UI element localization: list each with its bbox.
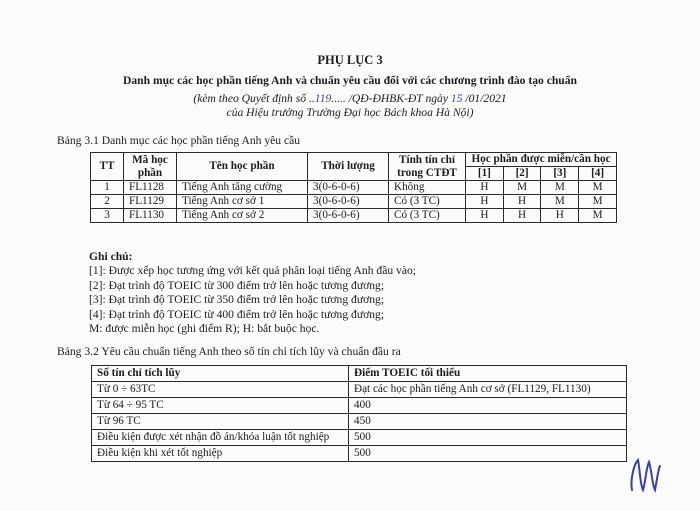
cell-col3: H xyxy=(541,209,579,223)
decision-number: 119 xyxy=(314,92,332,105)
page-title: PHỤ LỤC 3 xyxy=(317,53,383,67)
english-requirements-table xyxy=(91,365,627,462)
table-row xyxy=(92,446,627,462)
cell-name: Tiếng Anh cơ sở 2 xyxy=(177,209,308,223)
cell-col1: H xyxy=(466,209,504,223)
note-line: [4]: Đạt trình độ TOEIC từ 400 điểm trở lên hoặc tương đương; xyxy=(89,307,385,321)
english-courses-table xyxy=(90,152,617,223)
cell-col3: M xyxy=(541,181,579,195)
table-row xyxy=(92,414,627,430)
cell-credits: Điều kiện được xét nhận đồ án/khóa luận tốt nghiệp xyxy=(92,430,349,446)
table-row xyxy=(91,195,617,209)
cell-tt: 2 xyxy=(91,195,124,209)
header-duration: Thời lượng xyxy=(308,153,389,181)
notes-block xyxy=(89,250,416,336)
cell-credits: Từ 64 ÷ 95 TC xyxy=(92,398,349,414)
header-sub-2: [2] xyxy=(503,167,541,181)
signature-mark xyxy=(624,450,668,498)
cell-credits: Từ 96 TC xyxy=(92,414,349,430)
header-sub-3: [3] xyxy=(541,167,579,181)
cell-credits: Điều kiện khi xét tốt nghiệp xyxy=(92,446,349,462)
document-subtitle: Danh mục các học phần tiếng Anh và chuẩn yêu cầu đối với các chương trình đào tạo chuẩn xyxy=(123,74,577,87)
cell-col1: H xyxy=(466,195,504,209)
cell-toeic: 500 xyxy=(349,446,627,462)
table-row xyxy=(92,398,627,414)
cell-credits: Có (3 TC) xyxy=(389,209,466,223)
cell-toeic: 400 xyxy=(349,398,627,414)
header-course-name: Tên học phần xyxy=(177,153,308,181)
cell-credits: Từ 0 ÷ 63TC xyxy=(92,382,349,398)
cell-col2: M xyxy=(503,181,541,195)
cell-col4: M xyxy=(579,209,617,223)
cell-toeic: Đạt các học phần tiếng Anh cơ sở (FL1129, FL1130) xyxy=(349,382,627,398)
decision-suffix: /01/2021 xyxy=(462,92,507,105)
decision-middle: ..... /QĐ-ĐHBK-ĐT ngày xyxy=(331,92,451,105)
cell-duration: 3(0-6-0-6) xyxy=(308,209,389,223)
cell-col2: H xyxy=(503,209,541,223)
header-sub-1: [1] xyxy=(466,167,504,181)
cell-code: FL1129 xyxy=(124,195,177,209)
table2-caption: Bảng 3.2 Yêu cầu chuẩn tiếng Anh theo số tín chỉ tích lũy và chuẩn đầu ra xyxy=(57,345,401,358)
cell-col3: M xyxy=(541,195,579,209)
decision-day: 15 xyxy=(450,92,463,105)
header-course-code: Mã học phần xyxy=(124,153,177,181)
header-accumulated-credits: Số tín chỉ tích lũy xyxy=(92,366,349,382)
decision-prefix: (kèm theo Quyết định số .. xyxy=(193,92,315,105)
header-credits: Tính tín chỉ trong CTĐT xyxy=(389,153,466,181)
cell-credits: Không xyxy=(389,181,466,195)
cell-tt: 3 xyxy=(91,209,124,223)
cell-toeic: 450 xyxy=(349,414,627,430)
notes-heading: Ghi chú: xyxy=(89,250,133,263)
cell-duration: 3(0-6-0-6) xyxy=(308,195,389,209)
header-exemption: Học phần được miễn/cần học xyxy=(466,153,617,167)
cell-col4: M xyxy=(579,195,617,209)
issuer-line: của Hiệu trưởng Trường Đại học Bách khoa Hà Nội) xyxy=(226,106,474,119)
cell-toeic: 500 xyxy=(349,430,627,446)
cell-name: Tiếng Anh cơ sở 1 xyxy=(177,195,308,209)
decision-reference xyxy=(0,92,700,105)
header-tt: TT xyxy=(91,153,124,181)
table-row xyxy=(91,181,617,195)
note-line: [1]: Được xếp học tương ứng với kết quả phân loại tiếng Anh đầu vào; xyxy=(89,264,417,278)
cell-code: FL1130 xyxy=(124,209,177,223)
cell-col4: M xyxy=(579,181,617,195)
table1-caption: Bảng 3.1 Danh mục các học phần tiếng Anh yêu cầu xyxy=(57,134,301,147)
header-sub-4: [4] xyxy=(579,167,617,181)
cell-tt: 1 xyxy=(91,181,124,195)
cell-duration: 3(0-6-0-6) xyxy=(308,181,389,195)
table-row xyxy=(92,430,627,446)
header-min-toeic: Điểm TOEIC tối thiểu xyxy=(349,366,627,382)
note-line: [2]: Đạt trình độ TOEIC từ 300 điểm trở lên hoặc tương đương; xyxy=(89,278,385,292)
cell-col1: H xyxy=(466,181,504,195)
cell-credits: Có (3 TC) xyxy=(389,195,466,209)
cell-code: FL1128 xyxy=(124,181,177,195)
cell-name: Tiếng Anh tăng cường xyxy=(177,181,308,195)
cell-col2: H xyxy=(503,195,541,209)
table-row xyxy=(91,209,617,223)
note-line: M: được miễn học (ghi điểm R); H: bắt buộc học. xyxy=(89,322,320,336)
note-line: [3]: Đạt trình độ TOEIC từ 350 điểm trở lên hoặc tương đương; xyxy=(89,293,385,307)
table-row xyxy=(92,382,627,398)
